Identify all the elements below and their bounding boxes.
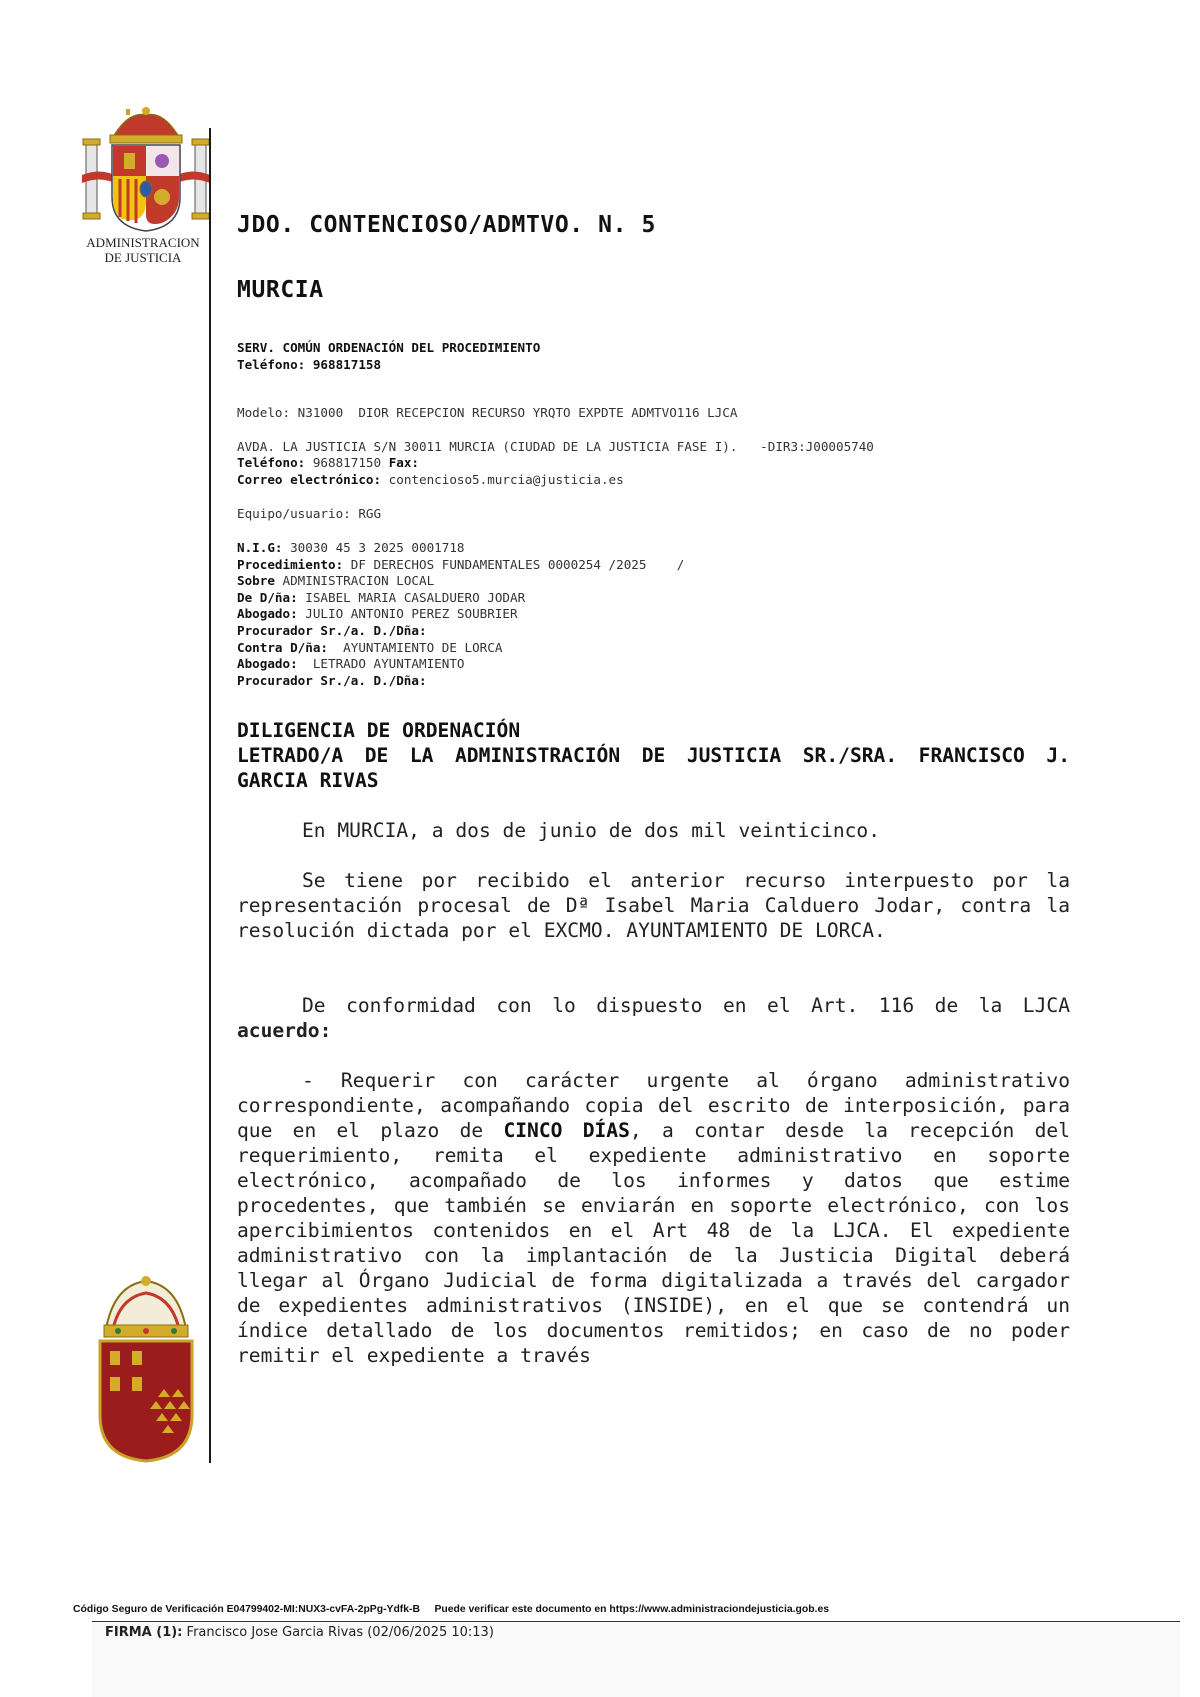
administracion-de-justicia-caption xyxy=(76,235,210,265)
modelo-line xyxy=(237,405,737,422)
court-city: MURCIA xyxy=(237,277,324,303)
address-phone: 968817150 xyxy=(312,455,382,470)
de-label: De D/ña: xyxy=(237,589,298,605)
email-value: contencioso5.murcia@justicia.es xyxy=(388,472,624,487)
left-margin-rule xyxy=(209,128,211,1463)
murcia-region-coat-of-arms-logo xyxy=(92,1275,200,1465)
procurador-2-label: Procurador Sr./a. D./Dña: xyxy=(237,672,427,688)
abogado-1-value: JULIO ANTONIO PEREZ SOUBRIER xyxy=(305,606,518,622)
footer-rule xyxy=(92,1621,1180,1622)
equipo-value: RGG xyxy=(358,506,382,521)
date-line: En MURCIA, a dos de junio de dos mil veinticinco. xyxy=(302,819,881,842)
firma-value: Francisco Jose Garcia Rivas (02/06/2025 10:13) xyxy=(186,1625,494,1640)
equipo-label: Equipo/usuario: xyxy=(237,506,351,521)
de-value: ISABEL MARIA CASALDUERO JODAR xyxy=(305,589,526,605)
email-line xyxy=(237,472,624,489)
contra-label: Contra D/ña: xyxy=(237,639,328,655)
abogado-2-value: LETRADO AYUNTAMIENTO xyxy=(305,656,465,672)
case-details xyxy=(237,540,684,689)
caption-line-2: DE JUSTICIA xyxy=(104,250,182,265)
nig-label: N.I.G: xyxy=(237,540,283,555)
paragraph-requirement xyxy=(237,1068,1070,1368)
diligencia-title: DILIGENCIA DE ORDENACIÓN xyxy=(237,719,521,742)
requirement-bold: CINCO DÍAS xyxy=(503,1119,630,1142)
procedimiento-label: Procedimiento: xyxy=(237,556,344,572)
agreement-text: De conformidad con lo dispuesto en el Art. 116 de la LJCA xyxy=(302,994,1070,1017)
court-name: JDO. CONTENCIOSO/ADMTVO. N. 5 xyxy=(237,212,656,238)
requirement-text-after: , a contar desde la recepción del requerimiento, remita el expediente administrativo en soporte electrónico, acompañado de los informes y datos que estime procedentes, que también se enviarán en soporte electrónico, con los apercibimientos contenidos en el Art 48 de la LJCA. El expediente administrativo con la implantación de la Justicia Digital deberá llegar al Órgano Judicial de forma digitalizada a través del cargador de expedientes administrativos (INSIDE), en el que se contendrá un índice detallado de los documentos remitidos; en caso de no poder remitir el expediente a través xyxy=(237,1119,1070,1367)
sobre-value: ADMINISTRACION LOCAL xyxy=(282,573,435,589)
caption-line-1: ADMINISTRACION xyxy=(86,235,200,250)
abogado-1-label: Abogado: xyxy=(237,606,298,622)
modelo-value: N31000 DIOR RECEPCION RECURSO YRQTO EXPDTE ADMTVO116 LJCA xyxy=(297,405,738,420)
service-phone: 968817158 xyxy=(312,357,382,372)
sobre-label: Sobre xyxy=(237,573,275,589)
letrado-line: LETRADO/A DE LA ADMINISTRACIÓN DE JUSTICIA SR./SRA. FRANCISCO J. GARCIA RIVAS xyxy=(237,744,1070,792)
requirement-text-before: - Requerir con carácter urgente al órgano administrativo correspondiente, acompañando copia del escrito de interposición, para que en el plazo de xyxy=(237,1069,1070,1142)
modelo-label: Modelo: xyxy=(237,405,291,420)
verification-code: Código Seguro de Verificación E04799402-MI:NUX3-cvFA-2pPg-Ydfk-B Puede verificar este documento en https://www.administraciondejusticia.gob.es xyxy=(73,1604,829,1615)
fax-label: Fax: xyxy=(388,455,420,470)
address-phone-line xyxy=(237,455,419,472)
email-label: Correo electrónico: xyxy=(237,472,382,487)
procedimiento-value: DF DERECHOS FUNDAMENTALES 0000254 /2025 / xyxy=(350,556,685,572)
agreement-bold: acuerdo: xyxy=(237,1019,332,1042)
address-line: AVDA. LA JUSTICIA S/N 30011 MURCIA (CIUDAD DE LA JUSTICIA FASE I). -DIR3:J00005740 xyxy=(237,439,874,454)
procurador-1-label: Procurador Sr./a. D./Dña: xyxy=(237,622,427,638)
signature-line xyxy=(105,1625,494,1640)
nig-value: 30030 45 3 2025 0001718 xyxy=(290,540,465,555)
service-name: SERV. COMÚN ORDENACIÓN DEL PROCEDIMIENTO xyxy=(237,340,541,355)
paragraph-agreement xyxy=(237,993,1070,1043)
abogado-2-label: Abogado: xyxy=(237,656,298,672)
address-phone-label: Teléfono: xyxy=(237,455,306,470)
service-phone-line xyxy=(237,357,381,374)
paragraph-received: Se tiene por recibido el anterior recurso interpuesto por la representación procesal de Dª Isabel Maria Calduero Jodar, contra la resolución dictada por el EXCMO. AYUNTAMIENTO DE LORCA. xyxy=(237,869,1070,942)
firma-label: FIRMA (1): xyxy=(105,1625,183,1640)
equipo-line xyxy=(237,506,381,523)
service-phone-label: Teléfono: xyxy=(237,357,306,372)
contra-value: AYUNTAMIENTO DE LORCA xyxy=(335,639,503,655)
